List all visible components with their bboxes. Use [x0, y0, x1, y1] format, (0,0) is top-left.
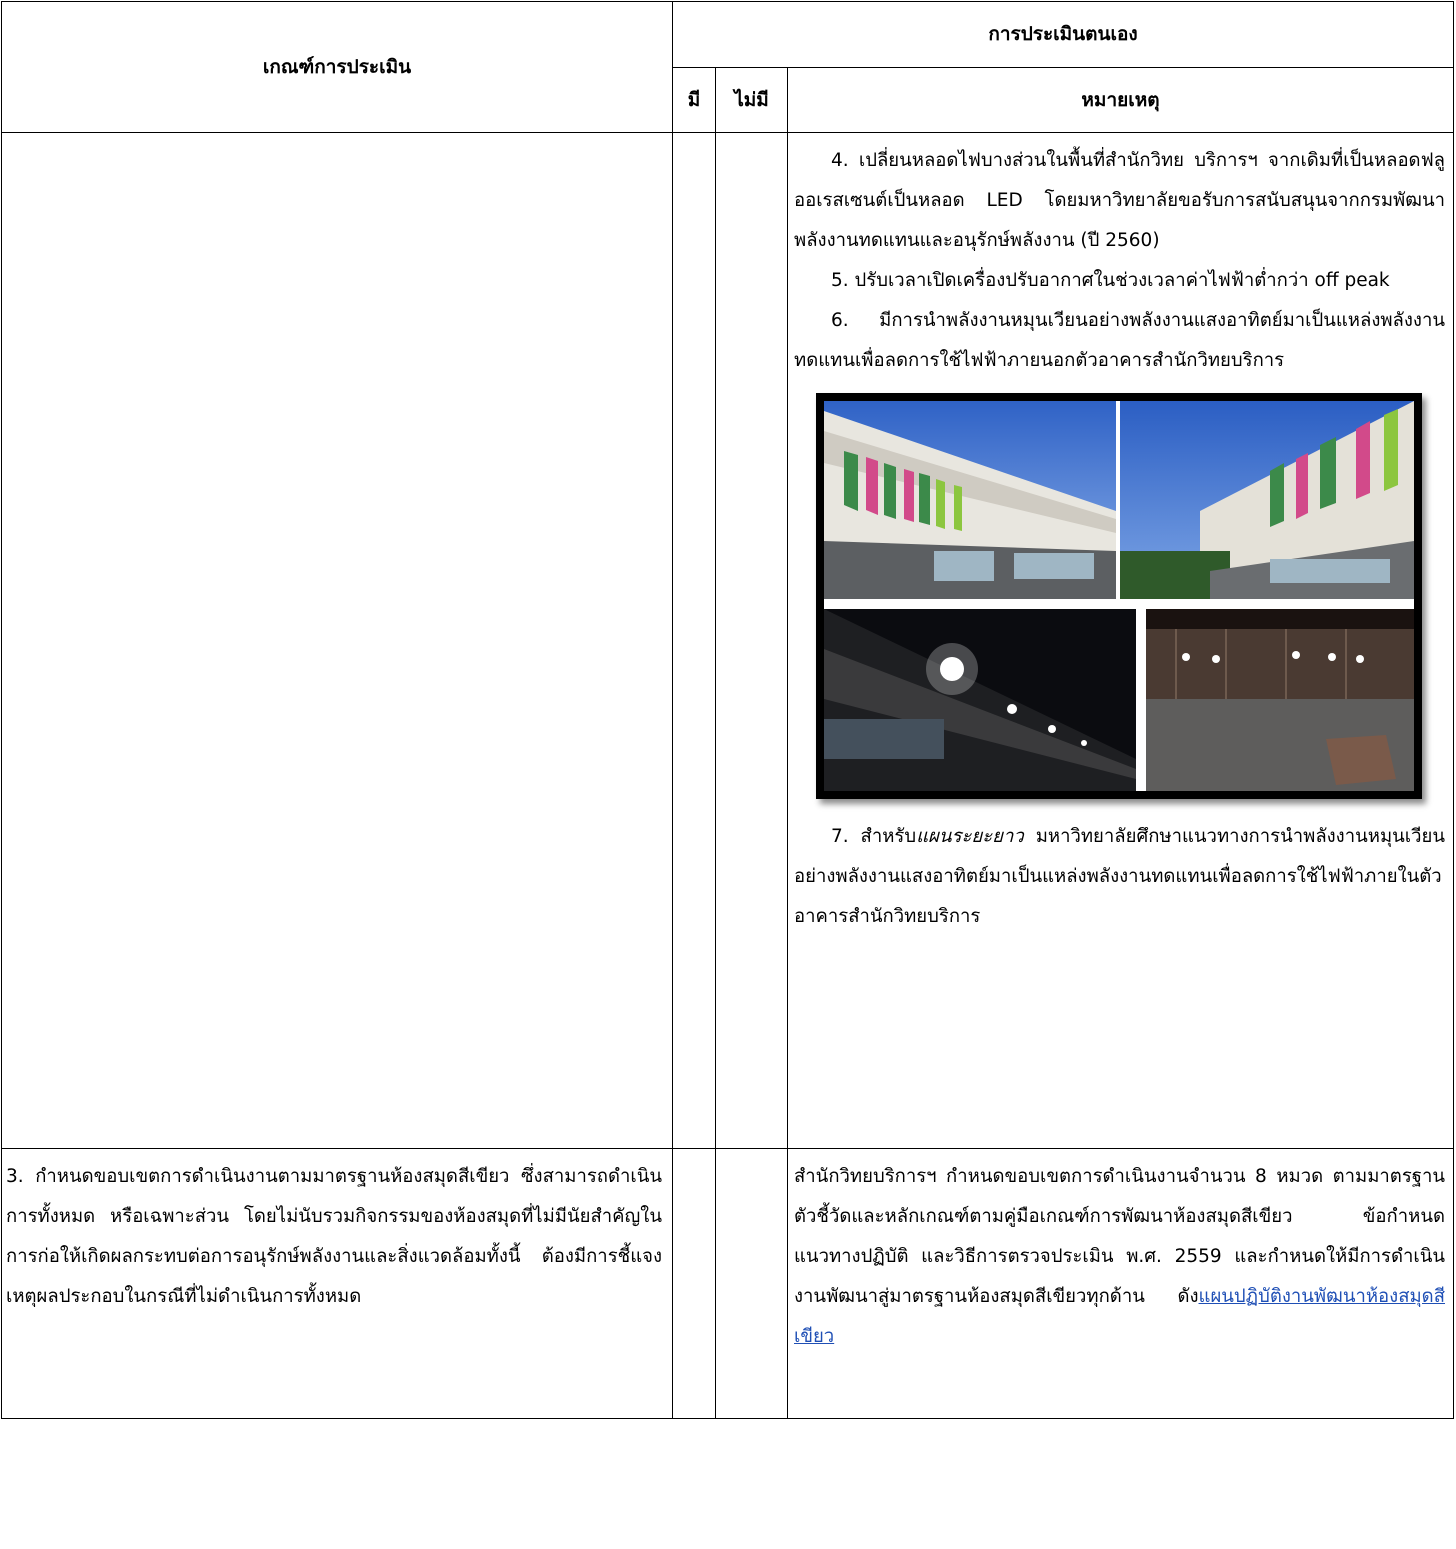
- photo-collage: [816, 393, 1422, 799]
- building-day-photo-left: [824, 401, 1116, 599]
- header-criteria: เกณฑ์การประเมิน: [2, 2, 673, 133]
- remark-item-4: 4. เปลี่ยนหลอดไฟบางส่วนในพื้นที่สำนักวิทย บริการฯ จากเดิมที่เป็นหลอดฟลูออเรสเซนต์เป็นหลอด LED โดยมหาวิทยาลัยขอรับการสนับสนุนจากกรมพัฒนาพลังงานทดแทนและอนุรักษ์พลังงาน (ปี 2560): [794, 150, 1445, 251]
- have-cell: [673, 1149, 716, 1419]
- header-remarks: หมายเหตุ: [788, 67, 1454, 133]
- header-not-have: ไม่มี: [716, 67, 788, 133]
- not-have-cell: [716, 1149, 788, 1419]
- remark-item-6: 6. มีการนำพลังงานหมุนเวียนอย่างพลังงานแสงอาทิตย์มาเป็นแหล่งพลังงานทดแทนเพื่อลดการใช้ไฟฟ้าภายนอกตัวอาคารสำนักวิทยบริการ: [794, 310, 1445, 371]
- table-row: [2, 1149, 1454, 1419]
- remark-item-5: 5. ปรับเวลาเปิดเครื่องปรับอากาศในช่วงเวลาค่าไฟฟ้าต่ำกว่า off peak: [831, 270, 1390, 291]
- criteria-text: 3. กำหนดขอบเขตการดำเนินงานตามมาตรฐานห้องสมุดสีเขียว ซึ่งสามารถดำเนินการทั้งหมด หรือเฉพาะส่วน โดยไม่นับรวมกิจกรรมของห้องสมุดที่ไม่มีนัยสำคัญในการก่อให้เกิดผลกระทบต่อการอนุรักษ์พลังงานและสิ่งแวดล้อมทั้งนี้ ต้องมีการชี้แจงเหตุผลประกอบในกรณีที่ไม่ดำเนินการทั้งหมด: [6, 1166, 662, 1307]
- assessment-table: [1, 1, 1454, 1419]
- have-cell: [673, 133, 716, 1149]
- header-have: มี: [673, 67, 716, 133]
- night-courtyard-photo: [1146, 609, 1414, 791]
- not-have-cell: [716, 133, 788, 1149]
- criteria-cell-empty: [2, 133, 673, 1149]
- night-corridor-photo: [824, 609, 1136, 791]
- remark-scope: สำนักวิทยบริการฯ กำหนดขอบเขตการดำเนินงานจำนวน 8 หมวด ตามมาตรฐานตัวชี้วัดและหลักเกณฑ์ตามคู่มือเกณฑ์การพัฒนาห้องสมุดสีเขียว ข้อกำหนด แนวทางปฏิบัติ และวิธีการตรวจประเมิน พ.ศ. 2559 และกำหนดให้มีการดำเนินงานพัฒนาสู่มาตรฐานห้องสมุดสีเขียวทุกด้าน ดังแผนปฏิบัติงานพัฒนาห้องสมุดสีเขียว: [794, 1166, 1445, 1347]
- criteria-cell: [2, 1149, 673, 1419]
- green-library-plan-link[interactable]: แผนปฏิบัติงานพัฒนาห้องสมุดสีเขียว: [794, 1286, 1445, 1347]
- header-self-assessment: การประเมินตนเอง: [673, 2, 1454, 68]
- remarks-cell: [788, 133, 1454, 1149]
- remark-item-7: 7. สำหรับแผนระยะยาว มหาวิทยาลัยศึกษาแนวทางการนำพลังงานหมุนเวียนอย่างพลังงานแสงอาทิตย์มาเป็นแหล่งพลังงานทดแทนเพื่อลดการใช้ไฟฟ้าภายในตัวอาคารสำนักวิทยบริการ: [794, 826, 1445, 927]
- table-row: [2, 133, 1454, 1149]
- remarks-cell: [788, 1149, 1454, 1419]
- building-day-photo-right: [1120, 401, 1414, 599]
